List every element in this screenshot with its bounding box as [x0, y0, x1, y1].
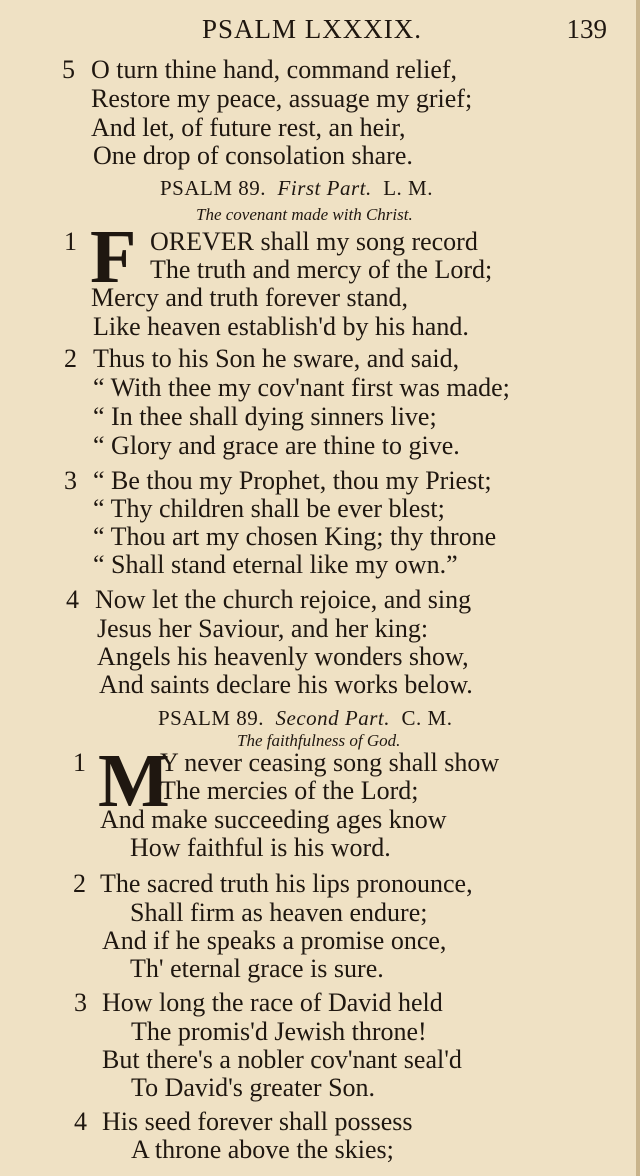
page-number: 139	[566, 14, 607, 44]
verse-line: Restore my peace, assuage my grief;	[91, 84, 473, 113]
heading-meter: C. M.	[401, 706, 453, 730]
verse-number: 1	[64, 227, 77, 256]
heading-meter: L. M.	[383, 176, 433, 200]
verse-line: O turn thine hand, command relief,	[91, 55, 458, 84]
verse-line: “ Shall stand eternal like my own.”	[93, 550, 458, 579]
verse-line: “ Thou art my chosen King; thy throne	[93, 522, 497, 551]
page-edge	[636, 0, 640, 1176]
verse-line: Now let the church rejoice, and sing	[95, 585, 472, 614]
heading-part: First Part.	[277, 176, 372, 200]
verse-number: 3	[74, 988, 87, 1017]
heading-psalm: PSALM 89.	[160, 176, 267, 200]
verse-line: Th' eternal grace is sure.	[130, 954, 384, 983]
verse-line: His seed forever shall possess	[102, 1107, 413, 1136]
running-title: PSALM LXXXIX.	[202, 14, 423, 44]
drop-cap: F	[90, 215, 137, 299]
verse-number: 4	[74, 1107, 87, 1136]
verse-line: One drop of consolation share.	[93, 141, 413, 170]
verse-line: OREVER shall my song record	[150, 227, 478, 256]
heading-psalm: PSALM 89.	[158, 706, 265, 730]
verse-line: How long the race of David held	[102, 988, 443, 1017]
verse-line: The sacred truth his lips pronounce,	[100, 869, 473, 898]
verse-line: Like heaven establish'd by his hand.	[93, 312, 469, 341]
section-subtitle: The faithfulness of God.	[237, 731, 401, 750]
verse-number: 2	[73, 869, 86, 898]
verse-line: Y never ceasing song shall show	[160, 748, 500, 777]
verse-line: Jesus her Saviour, and her king:	[97, 614, 429, 643]
verse-line: To David's greater Son.	[131, 1073, 376, 1102]
section-subtitle: The covenant made with Christ.	[196, 205, 413, 224]
page-header	[0, 14, 640, 54]
verse-line: Angels his heavenly wonders show,	[97, 642, 469, 671]
verse-line: Thus to his Son he sware, and said,	[93, 344, 460, 373]
verse-number: 2	[64, 344, 77, 373]
verse-line: And make succeeding ages know	[100, 805, 447, 834]
section-heading	[158, 705, 452, 731]
verse-number: 3	[64, 466, 77, 495]
verse-line: “ Glory and grace are thine to give.	[93, 431, 460, 460]
verse-line: The truth and mercy of the Lord;	[150, 255, 493, 284]
verse-line: And let, of future rest, an heir,	[91, 113, 406, 142]
verse-number: 4	[66, 585, 79, 614]
verse-line: But there's a nobler cov'nant seal'd	[102, 1045, 462, 1074]
section-heading	[160, 175, 433, 201]
drop-cap: M	[98, 739, 170, 823]
verse-line: And if he speaks a promise once,	[102, 926, 447, 955]
verse-line: “ Be thou my Prophet, thou my Priest;	[93, 466, 492, 495]
verse-line: Shall firm as heaven endure;	[130, 898, 428, 927]
verse-number: 1	[73, 748, 86, 777]
verse-line: And saints declare his works below.	[99, 670, 473, 699]
verse-line: The mercies of the Lord;	[160, 776, 419, 805]
verse-line: “ With thee my cov'nant first was made;	[93, 373, 510, 402]
verse-line: Mercy and truth forever stand,	[91, 283, 408, 312]
heading-part: Second Part.	[275, 706, 391, 730]
verse-line: A throne above the skies;	[131, 1135, 394, 1164]
verse-line: “ Thy children shall be ever blest;	[93, 494, 445, 523]
verse-number: 5	[62, 55, 75, 84]
verse-line: How faithful is his word.	[130, 833, 391, 862]
verse-line: “ In thee shall dying sinners live;	[93, 402, 437, 431]
verse-line: The promis'd Jewish throne!	[131, 1017, 427, 1046]
